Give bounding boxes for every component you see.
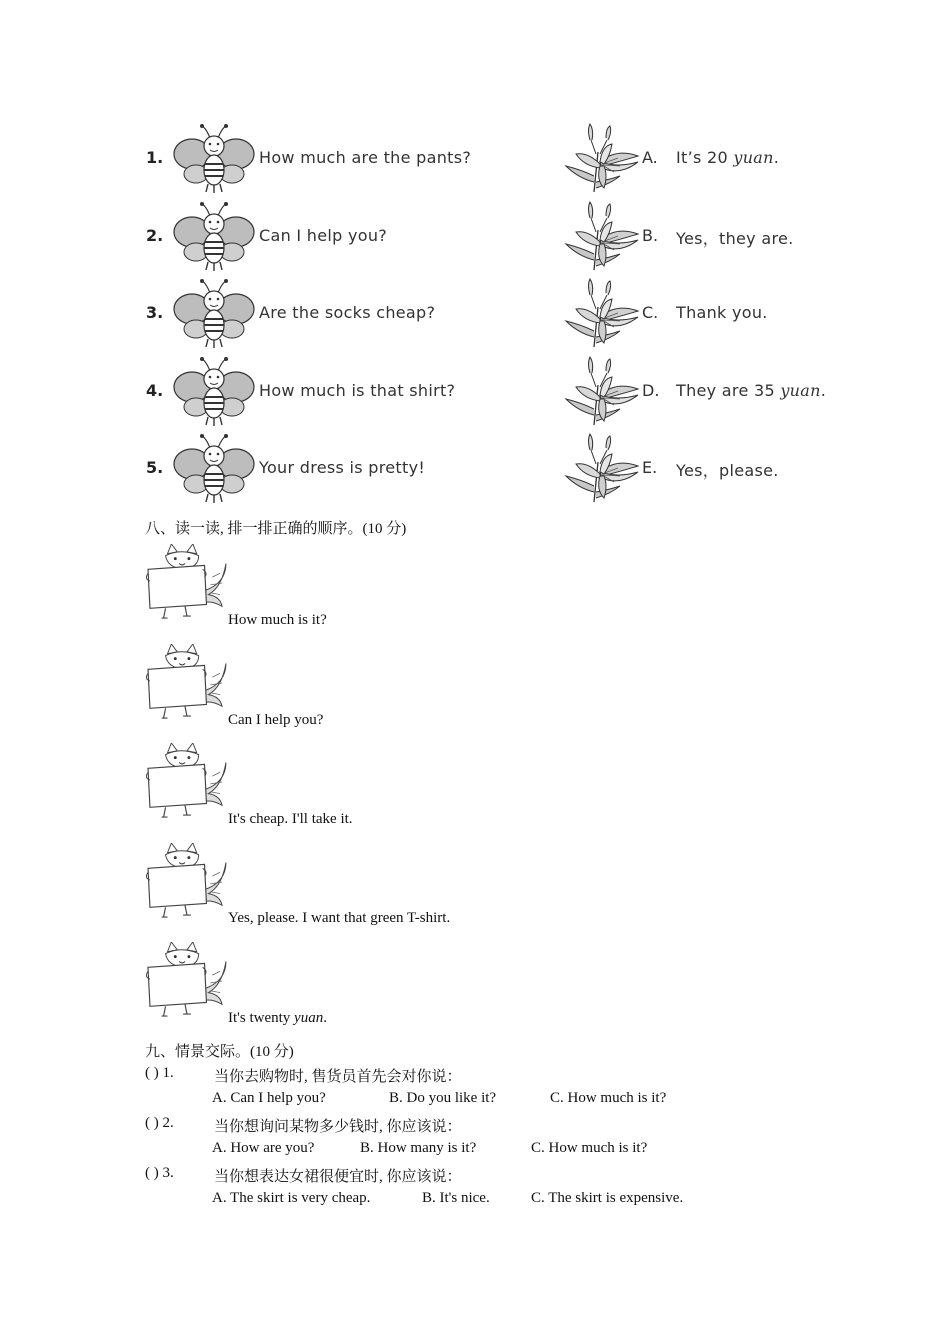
question-number: 2. [146, 226, 164, 245]
option-c: C. How much is it? [550, 1090, 667, 1106]
question-prompt: 当你去购物时, 售货员首先会对你说： [214, 1069, 462, 1085]
question-number: 5. [146, 458, 164, 477]
question-text: Are the socks cheap? [259, 303, 436, 322]
dialogue-line: How much is it? [228, 612, 327, 628]
option-a: A. The skirt is very cheap. [212, 1190, 371, 1206]
question-text: How much are the pants? [259, 148, 472, 167]
answer-letter: E. [642, 458, 658, 477]
answer-letter: C. [642, 303, 659, 322]
answer-blank[interactable]: ( ) 1. [145, 1065, 174, 1081]
fox-sign-icon [143, 644, 229, 720]
option-b: B. It's nice. [422, 1190, 490, 1206]
section-title: 九、情景交际。(10 分) [145, 1044, 294, 1060]
dialogue-line: Yes, please. I want that green T-shirt. [228, 910, 451, 926]
answer-text: Thank you. [676, 303, 768, 322]
option-b: B. How many is it? [360, 1140, 477, 1156]
bee-icon [170, 434, 258, 504]
dialogue-line: Can I help you? [228, 712, 324, 728]
answer-text: Yes，they are. [676, 229, 794, 248]
answer-blank[interactable]: ( ) 2. [145, 1115, 174, 1131]
lily-flower-icon [560, 277, 642, 349]
option-a: A. How are you? [212, 1140, 315, 1156]
answer-text: They are 35 yuan. [676, 381, 827, 400]
question-prompt: 当你想表达女裙很便宜时, 你应该说： [214, 1169, 462, 1185]
question-text: How much is that shirt? [259, 381, 456, 400]
question-text: Your dress is pretty! [259, 458, 426, 477]
option-c: C. How much is it? [531, 1140, 648, 1156]
lily-flower-icon [560, 200, 642, 272]
answer-text: Yes，please. [676, 461, 779, 480]
section-title: 八、读一读, 排一排正确的顺序。(10 分) [145, 521, 407, 537]
answer-letter: D. [642, 381, 660, 400]
fox-sign-icon [143, 942, 229, 1018]
bee-icon [170, 202, 258, 272]
dialogue-line: It's cheap. I'll take it. [228, 811, 353, 827]
lily-flower-icon [560, 122, 642, 194]
answer-letter: B. [642, 226, 659, 245]
dialogue-line: It's twenty yuan. [228, 1010, 327, 1026]
question-number: 4. [146, 381, 164, 400]
question-prompt: 当你想询问某物多少钱时, 你应该说： [214, 1119, 462, 1135]
bee-icon [170, 124, 258, 194]
option-c: C. The skirt is expensive. [531, 1190, 684, 1206]
question-text: Can I help you? [259, 226, 388, 245]
option-b: B. Do you like it? [389, 1090, 497, 1106]
bee-icon [170, 279, 258, 349]
fox-sign-icon [143, 843, 229, 919]
question-number: 1. [146, 148, 164, 167]
fox-sign-icon [143, 544, 229, 620]
answer-text: It’s 20 yuan. [676, 148, 780, 167]
bee-icon [170, 357, 258, 427]
fox-sign-icon [143, 743, 229, 819]
answer-blank[interactable]: ( ) 3. [145, 1165, 174, 1181]
lily-flower-icon [560, 432, 642, 504]
question-number: 3. [146, 303, 164, 322]
option-a: A. Can I help you? [212, 1090, 326, 1106]
answer-letter: A. [642, 148, 658, 167]
lily-flower-icon [560, 355, 642, 427]
